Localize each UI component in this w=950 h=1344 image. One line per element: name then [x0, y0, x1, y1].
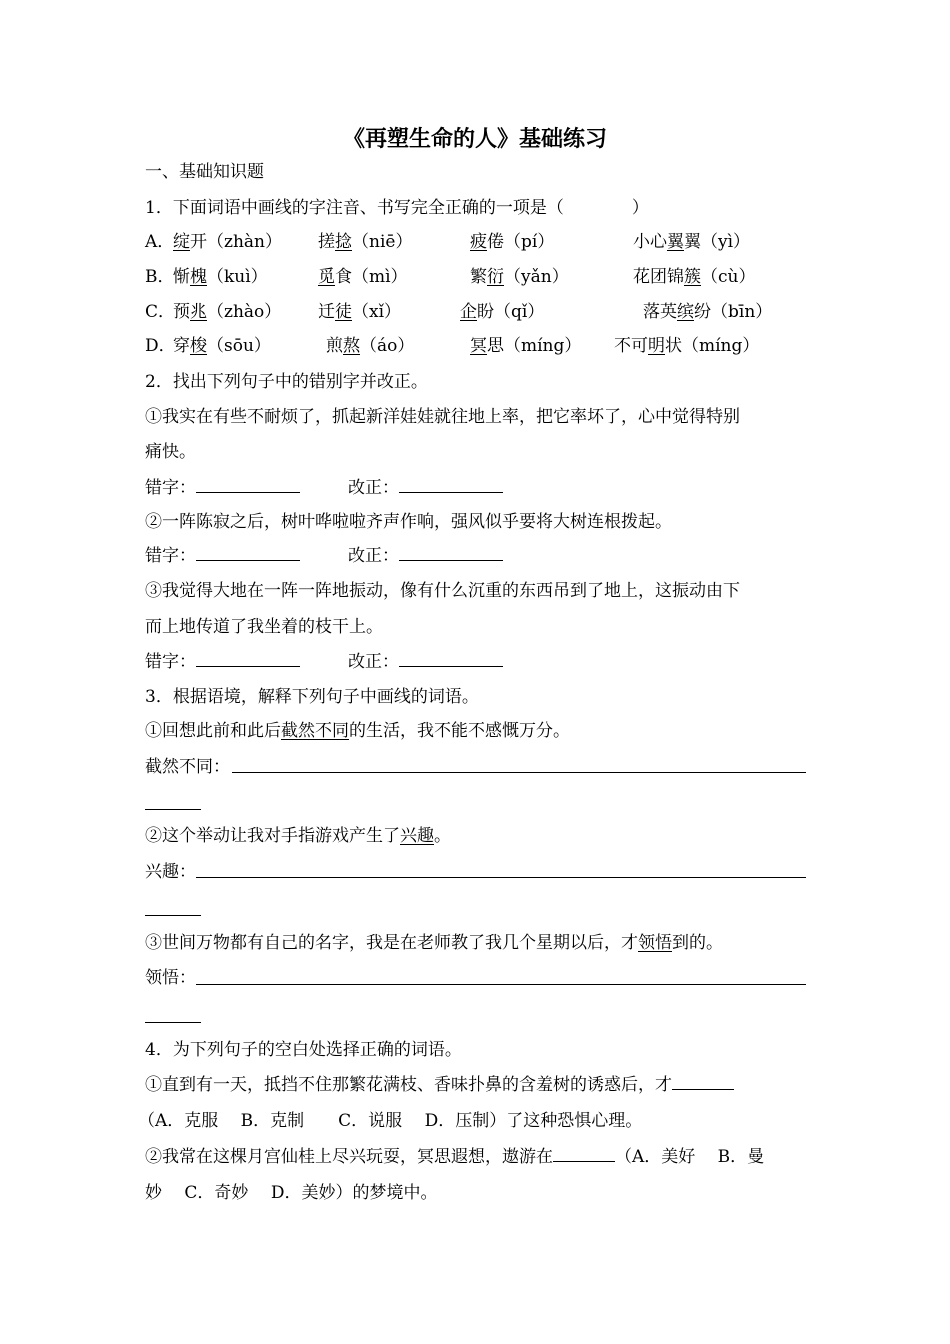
underlined-char: 翼: [667, 232, 684, 252]
q3-answer-2-line-cont[interactable]: [145, 915, 201, 916]
underlined-char: 徒: [335, 302, 352, 322]
q1-option-label: C．: [145, 302, 176, 322]
wrong-char-label: 错字：: [145, 652, 196, 672]
q4-s2-text-end: （A．美好 B．曼: [615, 1147, 765, 1167]
page-title: 《再塑生命的人》基础练习: [342, 127, 607, 152]
correction-blank[interactable]: [399, 544, 503, 561]
correction-blank[interactable]: [399, 650, 503, 667]
section-heading: 一、基础知识题: [145, 162, 264, 182]
underlined-char: 觅: [318, 267, 335, 287]
q3-answer-1-line-cont[interactable]: [145, 809, 201, 810]
wrong-char-blank[interactable]: [196, 650, 300, 667]
q3-stem: 3．根据语境，解释下列句子中画线的词语。: [145, 687, 479, 707]
q3-sentence-3: [145, 931, 810, 955]
q1-option-word: 落英缤纷（bīn）: [643, 302, 773, 322]
q4-sentence-2-cont: 妙 C．奇妙 D．美妙）的梦境中。: [145, 1183, 438, 1203]
q4-sentence-1: [145, 1073, 810, 1097]
q1-option-word: 绽开（zhàn）: [173, 232, 282, 252]
q1-option-word: 搓捻（niē）: [318, 232, 413, 252]
q3-s1-text-end: 的生活，我不能不感慨万分。: [349, 721, 570, 741]
q4-s1-blank[interactable]: [672, 1073, 734, 1090]
q2-sentence-1-cont: 痛快。: [145, 442, 196, 462]
q2-sentence-1: [145, 405, 810, 429]
correction-label: 改正：: [348, 546, 399, 566]
q3-sentence-2: [145, 824, 810, 848]
q1-option-label: D．: [145, 336, 176, 356]
wrong-char-blank[interactable]: [196, 476, 300, 493]
q1-option-word: 花团锦簇（cù）: [633, 267, 756, 287]
q1-option-word: 预兆（zhào）: [173, 302, 282, 322]
q3-s3-text: ③世间万物都有自己的名字，我是在老师教了我几个星期以后，才: [145, 933, 638, 953]
q2-answer-row-3: [145, 650, 810, 674]
underlined-char: 疲: [470, 232, 487, 252]
q1-option-word: 穿梭（sōu）: [173, 336, 271, 356]
correction-label: 改正：: [348, 652, 399, 672]
q1-option-word: 冥思（míng）: [470, 336, 582, 356]
q4-sentence-1-options: （A．克服 B．克制 C．说服 D．压制）了这种恐惧心理。: [138, 1111, 643, 1131]
underlined-char: 明: [648, 336, 665, 356]
q4-s2-blank[interactable]: [553, 1145, 615, 1162]
q3-s3-underlined-word: 领悟: [638, 933, 672, 953]
correction-label: 改正：: [348, 478, 399, 498]
wrong-char-label: 错字：: [145, 478, 196, 498]
q3-answer-1-label: 截然不同：: [145, 757, 230, 777]
underlined-char: 企: [460, 302, 477, 322]
q1-option-word: 企盼（qǐ）: [460, 302, 545, 322]
q1-option-word: 疲倦（pí）: [470, 232, 555, 252]
underlined-char: 缤: [677, 302, 694, 322]
q3-s2-underlined-word: 兴趣: [400, 826, 434, 846]
underlined-char: 簇: [684, 267, 701, 287]
q3-answer-2-label: 兴趣：: [145, 862, 196, 882]
q1-option-word: 繁衍（yǎn）: [470, 267, 569, 287]
q2-sentence-3-cont: 而上地传道了我坐着的枝干上。: [145, 617, 383, 637]
q3-s2-text-end: 。: [434, 826, 451, 846]
q3-s1-text: ①回想此前和此后: [145, 721, 281, 741]
q1-option-word: 煎熬（áo）: [326, 336, 415, 356]
q1-option-label: B．: [145, 267, 175, 287]
q2-sentence-2: ②一阵陈寂之后，树叶哗啦啦齐声作响，强风似乎要将大树连根拨起。: [145, 512, 672, 532]
q1-stem: 1．下面词语中画线的字注音、书写完全正确的一项是（ ）: [145, 198, 649, 218]
q2-sentence-1-line1: ①我实在有些不耐烦了，抓起新洋娃娃就往地上率，把它率坏了，心中觉得特别: [145, 407, 740, 427]
q3-s2-text: ②这个举动让我对手指游戏产生了: [145, 826, 400, 846]
q1-option-word: 觅食（mì）: [318, 267, 408, 287]
q1-option-word: 迁徒（xǐ）: [318, 302, 402, 322]
wrong-char-label: 错字：: [145, 546, 196, 566]
underlined-char: 捻: [335, 232, 352, 252]
underlined-char: 冥: [470, 336, 487, 356]
correction-blank[interactable]: [399, 476, 503, 493]
q2-stem: 2．找出下列句子中的错别字并改正。: [145, 372, 428, 392]
underlined-char: 衍: [487, 267, 504, 287]
q4-stem: 4．为下列句子的空白处选择正确的词语。: [145, 1040, 462, 1060]
q1-option-word: 小心翼翼（yì）: [633, 232, 751, 252]
q4-s1-text: ①直到有一天，抵挡不住那繁花满枝、香味扑鼻的含羞树的诱惑后，才: [145, 1075, 672, 1095]
q1-option-word: 惭槐（kuì）: [173, 267, 268, 287]
underlined-char: 绽: [173, 232, 190, 252]
q3-answer-1-line[interactable]: [232, 772, 806, 773]
q4-s2-text: ②我常在这棵月宫仙桂上尽兴玩耍，冥思遐想，遨游在: [145, 1147, 553, 1167]
wrong-char-blank[interactable]: [196, 544, 300, 561]
q3-answer-3-line-cont[interactable]: [145, 1022, 201, 1023]
underlined-char: 熬: [343, 336, 360, 356]
underlined-char: 槐: [190, 267, 207, 287]
q3-sentence-1: [145, 719, 810, 743]
q2-sentence-3: ③我觉得大地在一阵一阵地振动，像有什么沉重的东西吊到了地上，这振动由下: [145, 581, 740, 601]
q3-s3-text-end: 到的。: [672, 933, 723, 953]
q2-answer-row-1: [145, 476, 810, 500]
q3-answer-2-line[interactable]: [196, 877, 806, 878]
q3-answer-3-label: 领悟：: [145, 968, 196, 988]
underlined-char: 梭: [190, 336, 207, 356]
underlined-char: 兆: [190, 302, 207, 322]
q3-s1-underlined-word: 截然不同: [281, 721, 349, 741]
q1-option-word: 不可明状（míng）: [614, 336, 760, 356]
q1-option-label: A．: [145, 232, 175, 252]
q2-answer-row-2: [145, 544, 810, 568]
q4-sentence-2: [145, 1145, 810, 1169]
q3-answer-3-line[interactable]: [196, 984, 806, 985]
